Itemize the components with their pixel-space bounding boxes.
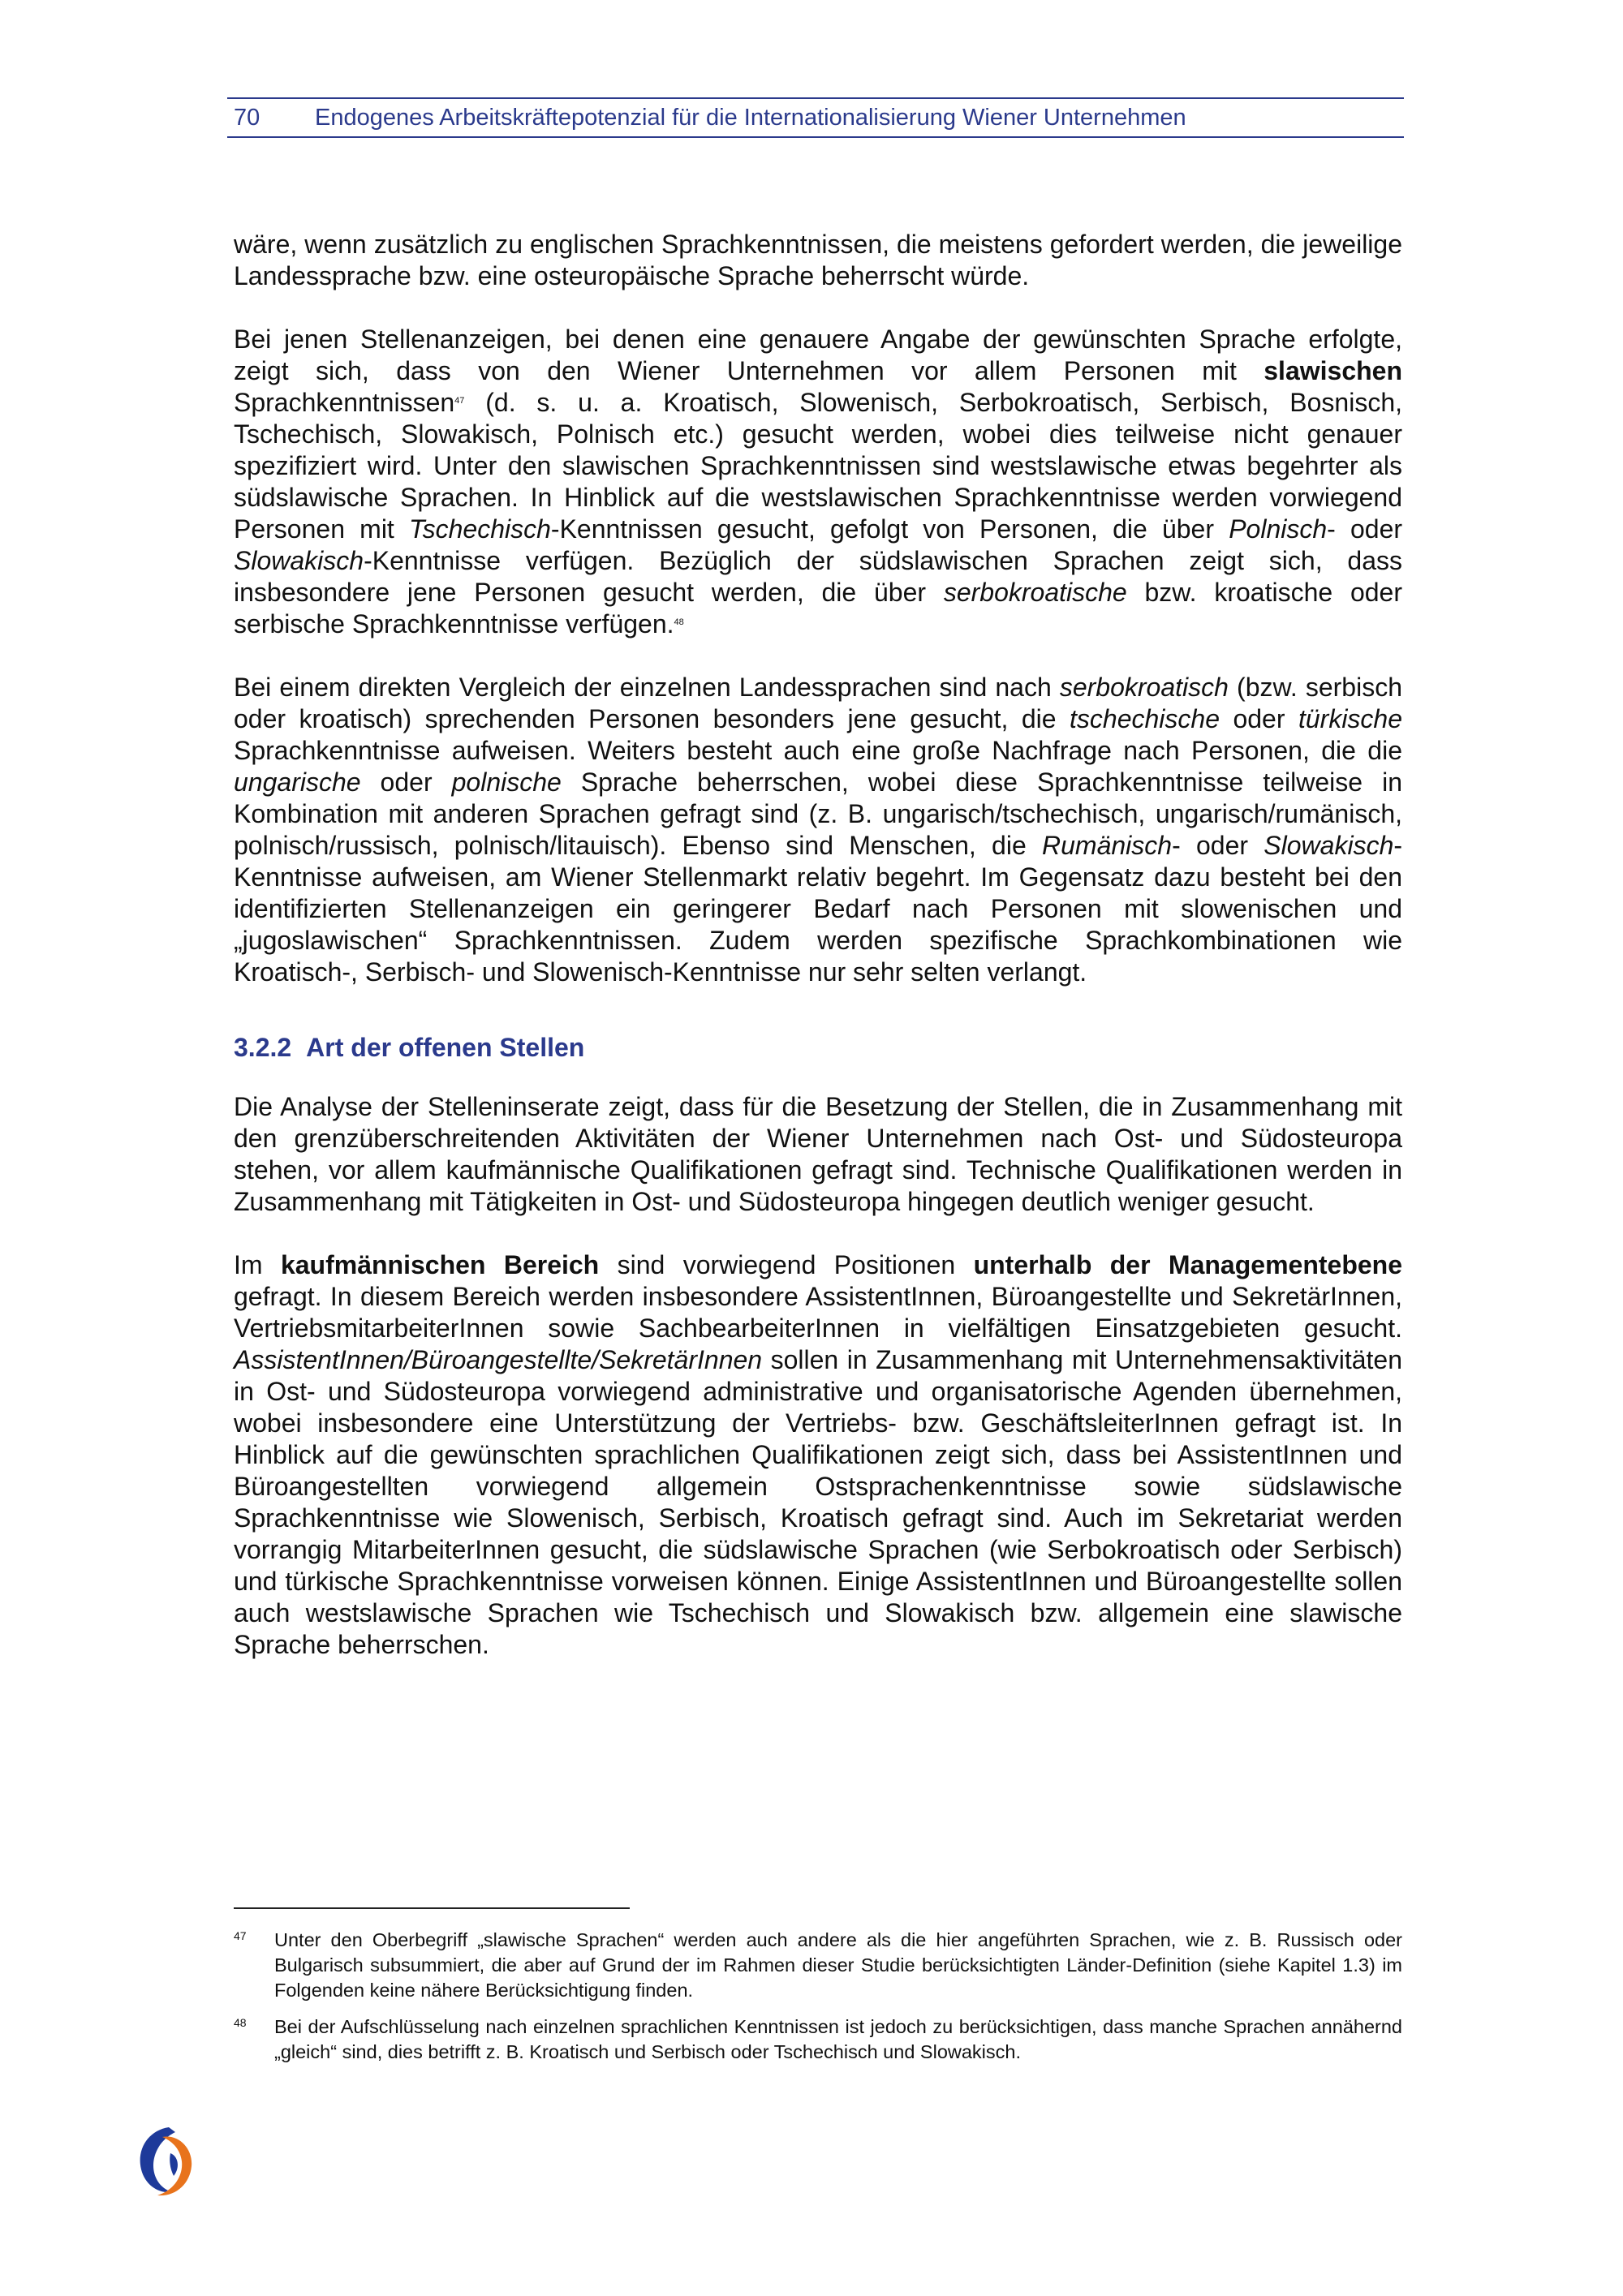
- paragraph-5: Im kaufmännischen Bereich sind vorwiegend Positionen unterhalb der Managementebene gefragt. In diesem Bereich werden insbesondere AssistentInnen, Büroangestellte und SekretärInnen, VertriebsmitarbeiterInnen sowie SachbearbeiterInnen in vielfältigen Einsatzgebieten gesucht. AssistentInnen/Büroangestellte/SekretärInnen sollen in Zusammenhang mit Unternehmensaktivitäten in Ost- und Südosteuropa vorwiegend administrative und organisatorische Agenden übernehmen, wobei insbesondere eine Unterstützung der Vertriebs- bzw. GeschäftsleiterInnen gefragt ist. In Hinblick auf die gewünschten sprachlichen Qualifikationen zeigt sich, dass bei AssistentInnen und Büroangestellten vorwiegend allgemein Ostsprachenkenntnisse sowie südslawische Sprachkenntnisse wie Slowenisch, Serbisch, Kroatisch gefragt sind. Auch im Sekretariat werden vorrangig MitarbeiterInnen gesucht, die südslawische Sprachen (wie Serbokroatisch oder Serbisch) und türkische Sprachkenntnisse vorweisen können. Einige AssistentInnen und Büroangestellte sollen auch westslawische Sprachen wie Tschechisch und Slowakisch bzw. allgemein eine slawische Sprache beherrschen.: [234, 1250, 1403, 1659]
- footnote-mark: 48: [234, 2016, 247, 2029]
- footnote-mark: 47: [234, 1929, 247, 1942]
- running-title: Endogenes Arbeitskräftepotenzial für die Internationalisierung Wiener Unternehmen: [315, 105, 1186, 131]
- page-number: 70: [234, 105, 260, 131]
- footnote-text: Unter den Oberbegriff „slawische Sprachen“ werden auch andere als die hier angeführten Sprachen, wie z. B. Russisch oder Bulgarisch subsummiert, die aber auf Grund der im Rahmen dieser Studie berücksichtigten Länder-Definition (siehe Kapitel 1.3) im Folgenden keine nähere Berücksichtigung finden.: [274, 1929, 1402, 2001]
- paragraph-1: wäre, wenn zusätzlich zu englischen Sprachkenntnissen, die meistens gefordert werden, die jeweilige Landessprache bzw. eine osteuropäische Sprache beherrscht würde.: [234, 230, 1402, 290]
- paragraph-3: Bei einem direkten Vergleich der einzelnen Landessprachen sind nach serbokroatisch (bzw. serbisch oder kroatisch) sprechenden Personen besonders jene gesucht, die tschechische oder türkische Sprachkenntnisse aufweisen. Weiters besteht auch eine große Nachfrage nach Personen, die die ungarische oder polnische Sprache beherrschen, wobei diese Sprachkenntnisse teilweise in Kombination mit anderen Sprachen gefragt sind (z. B. ungarisch/tschechisch, ungarisch/rumänisch, polnisch/russisch, polnisch/litauisch). Ebenso sind Menschen, die Rumänisch- oder Slowakisch-Kenntnisse aufweisen, am Wiener Stellenmarkt relativ begehrt. Im Gegensatz dazu besteht bei den identifizierten Stellenanzeigen ein geringerer Bedarf nach Personen mit slowenischen und „jugoslawischen“ Sprachkenntnissen. Zudem werden spezifische Sprachkombinationen wie Kroatisch-, Serbisch- und Slowenisch-Kenntnisse nur sehr selten verlangt.: [234, 673, 1403, 987]
- footnote-ref-47[interactable]: 47: [454, 396, 465, 406]
- footnote-ref-48[interactable]: 48: [674, 617, 684, 627]
- footnote-text: Bei der Aufschlüsselung nach einzelnen sprachlichen Kenntnissen ist jedoch zu berücksichtigen, dass manche Sprachen annähernd „gleich“ sind, dies betrifft z. B. Kroatisch und Serbisch oder Tschechisch und Slowakisch.: [274, 2016, 1402, 2062]
- paragraph-4: Die Analyse der Stelleninserate zeigt, dass für die Besetzung der Stellen, die in Zusammenhang mit den grenzüberschreitenden Aktivitäten der Wiener Unternehmen nach Ost- und Südosteuropa stehen, vor allem kaufmännische Qualifikationen gefragt sind. Technische Qualifikationen werden in Zusammenhang mit Tätigkeiten in Ost- und Südosteuropa hingegen deutlich weniger gesucht.: [234, 1092, 1402, 1216]
- paragraph-2: Bei jenen Stellenanzeigen, bei denen eine genauere Angabe der gewünschten Sprache erfolgte, zeigt sich, dass von den Wiener Unternehmen vor allem Personen mit slawischen Sprachkenntnissen$^{47}$ (d. s. u. a. Kroatisch, Slowenisch, Serbokroatisch, Serbisch, Bosnisch, Tschechisch, Slowakisch, Polnisch etc.) gesucht werden, wobei dies teilweise nicht genauer spezifiziert wird. Unter den slawischen Sprachkenntnissen sind westslawische etwas begehrter als südslawische Sprachen. In Hinblick auf die westslawischen Sprachkenntnisse werden vorwiegend Personen mit Tschechisch-Kenntnissen gesucht, gefolgt von Personen, die über Polnisch- oder Slowakisch-Kenntnisse verfügen. Bezüglich der südslawischen Sprachen zeigt sich, dass insbesondere jene Personen gesucht werden, die über serbokroatische bzw. kroatische oder serbische Sprachkenntnisse verfügen.$^{48}$: [234, 325, 1403, 638]
- publisher-logo-icon: [133, 2122, 198, 2200]
- footnote-48: [234, 2014, 1402, 2065]
- footnotes: [234, 1928, 1402, 2076]
- section-heading: [234, 1032, 1402, 1064]
- footnote-separator: [234, 1907, 630, 1909]
- main-body: [234, 229, 1402, 1692]
- section-title: Art der offenen Stellen: [306, 1033, 585, 1062]
- running-header: [227, 97, 1404, 138]
- section-number: 3.2.2: [234, 1033, 292, 1062]
- footnote-47: [234, 1928, 1402, 2003]
